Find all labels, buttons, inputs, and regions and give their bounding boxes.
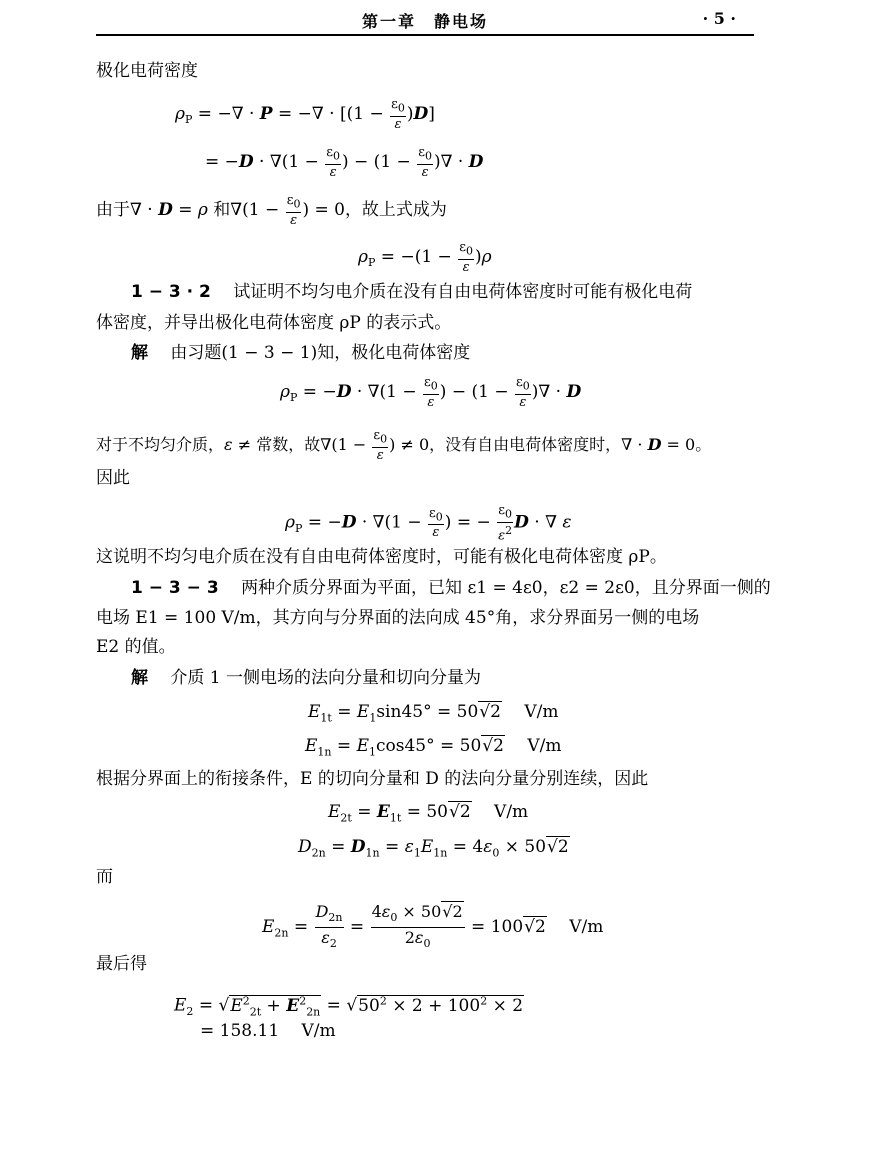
equation-8: $E_{2t} = E_{1t} = 50√2$ V/m [328, 802, 529, 825]
equation-9: $D_{2n} = D_{1n} = \varepsilon_1E_{1n} = 4\varepsilon_0 \times 50√2$ [298, 837, 569, 860]
text-polarization-density: 极化电荷密度 [96, 61, 198, 81]
problem-1-3-2-line1 [131, 281, 692, 303]
problem-number: 1 − 3 · 2 [131, 282, 211, 302]
equation-7: $E_{1n} = E_1\cos 45^\circ = 50√2$ V/m [305, 736, 562, 759]
header-title: 第一章 静电场 [361, 12, 488, 31]
equation-3: $\rho_P = -(1$ − $\frac{\varepsilon_0}{\varepsilon}$ )ρ [358, 240, 492, 275]
problem-text: 两种介质分界面为平面，已知 ε1 = 4ε0，ε2 = 2ε0，且分界面一侧的 [241, 578, 771, 598]
equation-5: $\rho_P = -D \cdot \nabla(1$ − $\frac{\varepsilon_0}{\varepsilon}$ ) = − $\frac{\varepsilon_0}{\varepsilon^2}$ D · ∇ ε [285, 503, 572, 543]
header-page-number: · 5 · [702, 9, 736, 28]
text-therefore: 因此 [96, 468, 130, 488]
solution-label: 解 [131, 668, 148, 688]
problem-1-3-3-line1 [131, 577, 771, 599]
solution-text: 由习题(1 − 3 − 1)知，极化电荷体密度 [170, 343, 471, 363]
text-for-inhomogeneous: 对于不均匀介质，ε ≠ 常数，故∇(1 − $\frac{\varepsilon_0}{\varepsilon}$ ) ≠ 0，没有自由电荷体密度时，∇ · D = 0。 [96, 428, 712, 463]
solution-text: 介质 1 一侧电场的法向分量和切向分量为 [170, 668, 482, 688]
problem-text: 试证明不均匀电介质在没有自由电荷体密度时可能有极化电荷 [233, 282, 693, 302]
text-finally: 最后得 [96, 954, 147, 974]
equation-10: $E_{2n}$ = $\frac{D_{2n}}{\varepsilon_2}$ = $\frac{4\varepsilon_0 \times 50√2}{2\varepsilon_0}$ = 100√2 V/m [262, 902, 604, 951]
problem-1-3-3-line2: 电场 E1 = 100 V/m，其方向与分界面的法向成 45°角，求分界面另一侧的电场 [96, 608, 700, 628]
text-and: 而 [96, 867, 113, 887]
equation-1: $\rho_P$ = −∇ · P = −∇ · [(1 − $\frac{\varepsilon_0}{\varepsilon}$ )D] [175, 97, 435, 132]
solution-label: 解 [131, 343, 148, 363]
equation-4: $\rho_P = -D \cdot \nabla(1$ − $\frac{\varepsilon_0}{\varepsilon}$ ) − (1 − $\frac{\varepsilon_0}{\varepsilon}$ )∇ · D [280, 375, 582, 410]
problem-number: 1 − 3 − 3 [131, 578, 219, 598]
equation-2: = −D · ∇(1 − $\frac{\varepsilon_0}{\varepsilon}$ ) − (1 − $\frac{\varepsilon_0}{\varepsilon}$ )∇ · D [205, 145, 484, 180]
solution-1-3-2-intro [131, 342, 470, 364]
equation-6: $E_{1t} = E_1\sin 45^\circ = 50√2$ V/m [308, 702, 559, 725]
problem-1-3-3-line3: E2 的值。 [96, 637, 176, 657]
text-boundary-condition: 根据分界面上的衔接条件，E 的切向分量和 D 的法向分量分别连续，因此 [96, 769, 649, 789]
running-header [96, 6, 754, 36]
equation-11: $E_2 = √E^2_{2t} + E^2_{2n} = √50^2 \times 2 + 100^2 \times 2$ [174, 994, 524, 1019]
text-since: 由于∇ · D = ρ 和∇(1 − $\frac{\varepsilon_0}{\varepsilon}$ ) = 0，故上式成为 [96, 193, 447, 228]
equation-12: = 158.11 V/m [200, 1021, 336, 1041]
solution-1-3-3-intro [131, 667, 481, 689]
problem-1-3-2-line2: 体密度，并导出极化电荷体密度 ρP 的表示式。 [96, 313, 452, 333]
text-this-shows: 这说明不均匀电介质在没有自由电荷体密度时，可能有极化电荷体密度 ρP。 [96, 547, 667, 567]
